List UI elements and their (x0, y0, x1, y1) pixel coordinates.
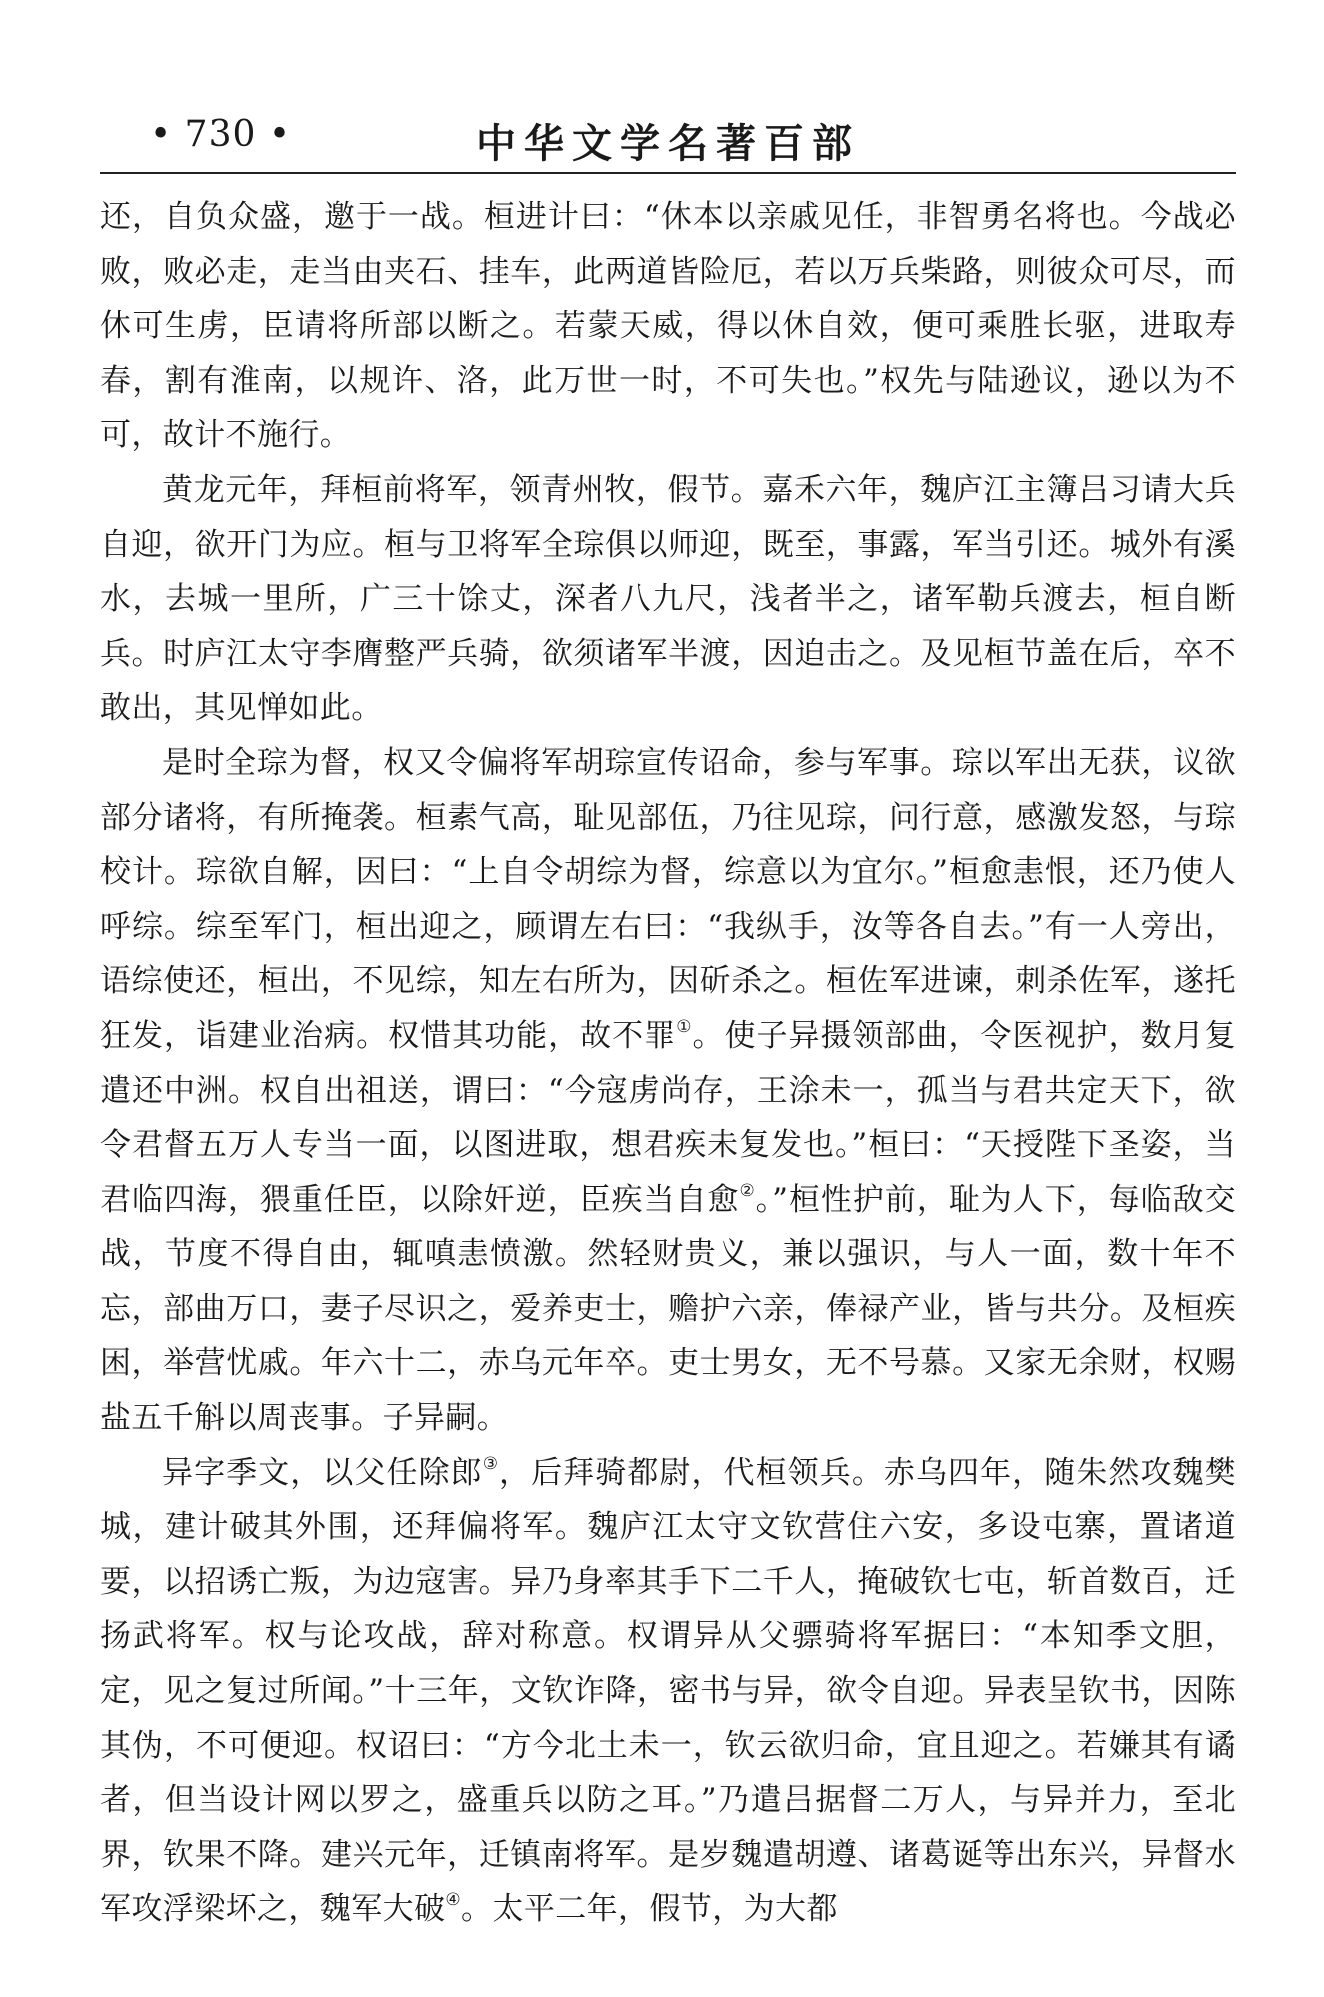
header-rule (100, 172, 1236, 174)
paragraph-text-segment: 是时全琮为督，权又令偏将军胡琮宣传诏命，参与军事。琮以军出无获，议欲部分诸将，有所掩袭。桓素气高，耻见部伍，乃往见琮，问行意，感激发怒，与琮校计。琮欲自解，因曰：“上自令胡综为督，综意以为宜尔。”桓愈恚恨，还乃使人呼综。综至军门，桓出迎之，顾谓左右曰：“我纵手，汝等各自去。”有一人旁出，语综使还，桓出，不见综，知左右所为，因斫杀之。桓佐军进谏，刺杀佐军，遂托狂发，诣建业治病。权惜其功能，故不罪 (100, 744, 1236, 1054)
paragraph-text-segment: 。使子异摄领部曲，令医视护，数月复遣还中洲。权自出祖送，谓曰：“今寇虏尚存，王涂未一，孤当与君共定天下，欲令君督五万人专当一面，以图进取，想君疾未复发也。”桓曰：“天授陛下圣姿，当君临四海，猥重任臣，以除奸逆，臣疾当自愈 (100, 1017, 1236, 1218)
running-title: 中华文学名著百部 (476, 120, 860, 167)
paragraph-text-segment: ，后拜骑都尉，代桓领兵。赤乌四年，随朱然攻魏樊城，建计破其外围，还拜偏将军。魏庐江太守文钦营住六安，多设屯寨，置诸道要，以招诱亡叛，为边寇害。异乃身率其手下二千人，掩破钦七屯，斩首数百，迁扬武将军。权与论攻战，辞对称意。权谓异从父骠骑将军据曰：“本知季文胆，定，见之复过所闻。”十三年，文钦诈降，密书与异，欲令自迎。异表呈钦书，因陈其伪，不可便迎。权诏曰：“方今北土未一，钦云欲归命，宜且迎之。若嫌其有谲者，但当设计网以罗之，盛重兵以防之耳。”乃遣吕据督二万人，与异并力，至北界，钦果不降。建兴元年，迁镇南将军。是岁魏遣胡遵、诸葛诞等出东兴，异督水军攻浮梁坏之，魏军大破 (100, 1454, 1236, 1928)
page-header (100, 108, 1236, 172)
footnote-marker-3[interactable]: ③ (482, 1453, 500, 1474)
page-number: • 730 • (150, 114, 292, 155)
paragraph-text-segment: 。”桓性护前，耻为人下，每临敌交战，节度不得自由，辄嗔恚愤激。然轻财贵义，兼以强识，与人一面，数十年不忘，部曲万口，妻子尽识之，爱养吏士，赡护六亲，俸禄产业，皆与共分。及桓疾困，举营忧戚。年六十二，赤乌元年卒。吏士男女，无不号慕。又家无余财，权赐盐五千斛以周丧事。子异嗣。 (100, 1181, 1236, 1437)
paragraph-quancong (100, 736, 1236, 1446)
footnote-marker-2[interactable]: ② (739, 1180, 756, 1201)
paragraph-text-segment: 异字季文，以父任除郎 (162, 1454, 483, 1491)
body-text (100, 190, 1236, 1980)
paragraph-huanglong: 黄龙元年，拜桓前将军，领青州牧，假节。嘉禾六年，魏庐江主簿吕习请大兵自迎，欲开门为应。桓与卫将军全琮俱以师迎，既至，事露，军当引还。城外有溪水，去城一里所，广三十馀丈，深者八九尺，浅者半之，诸军勒兵渡去，桓自断兵。时庐江太守李膺整严兵骑，欲须诸军半渡，因迫击之。及见桓节盖在后，卒不敢出，其见惮如此。 (100, 471, 1236, 727)
paragraph-yi (100, 1446, 1236, 1937)
footnote-marker-1[interactable]: ① (676, 1016, 693, 1037)
paragraph-text-segment: 。太平二年，假节，为大都 (461, 1891, 838, 1928)
footnote-marker-4[interactable]: ④ (445, 1890, 462, 1911)
paragraph-continued: 还，自负众盛，邀于一战。桓进计曰：“休本以亲戚见任，非智勇名将也。今战必败，败必走，走当由夹石、挂车，此两道皆险厄，若以万兵柴路，则彼众可尽，而休可生虏，臣请将所部以断之。若蒙天威，得以休自效，便可乘胜长驱，进取寿春，割有淮南，以规许、洛，此万世一时，不可失也。”权先与陆逊议，逊以为不可，故计不施行。 (100, 199, 1236, 454)
